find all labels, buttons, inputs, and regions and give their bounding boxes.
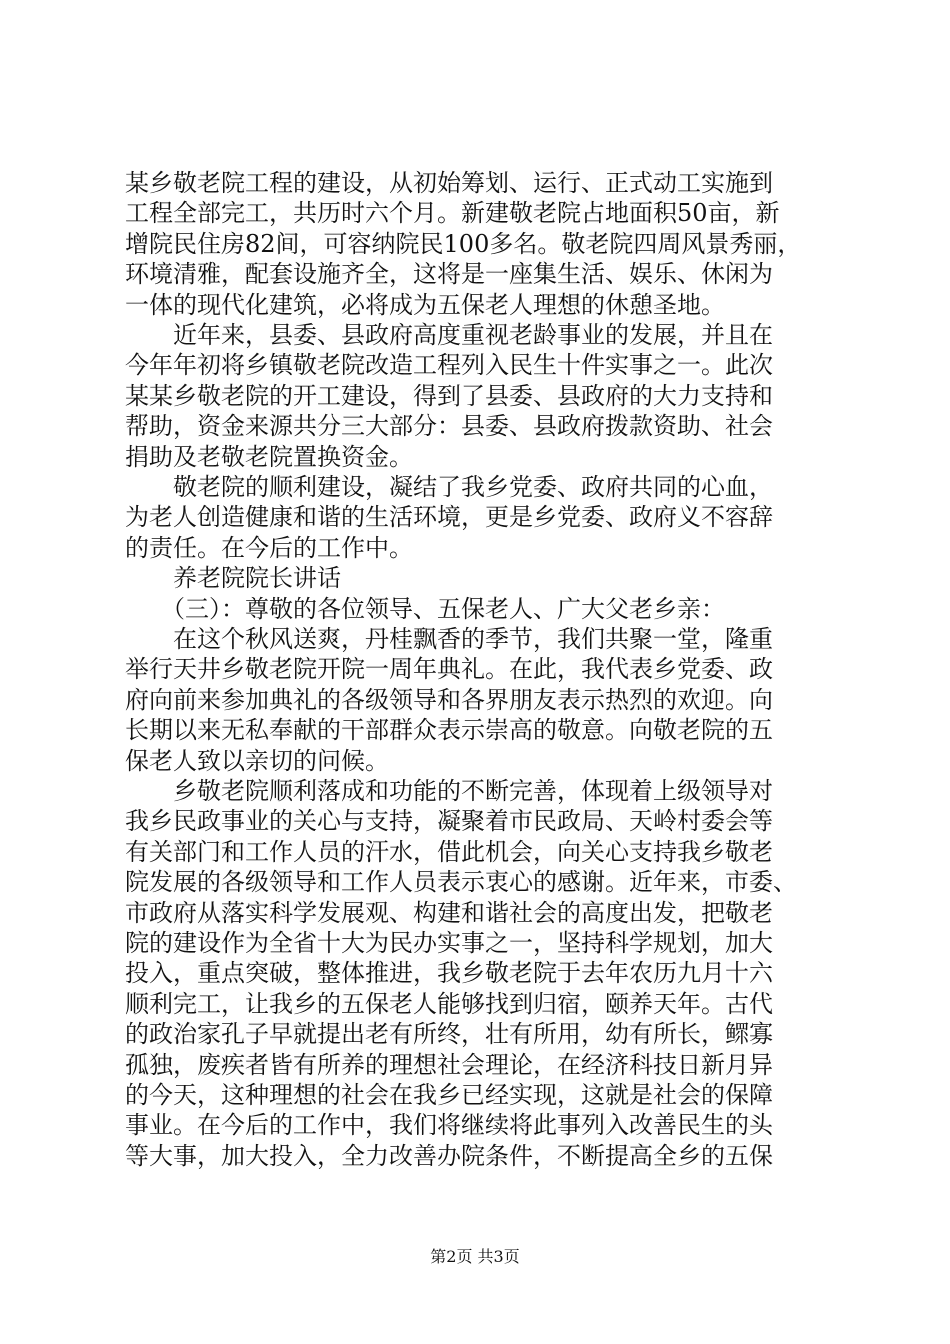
text-line: 工程全部完工，共历时六个月。新建敬老院占地面积50亩，新 bbox=[125, 199, 780, 227]
text-line: 为老人创造健康和谐的生活环境，更是乡党委、政府义不容辞 bbox=[125, 503, 773, 531]
text-line: 院的建设作为全省十大为民办实事之一，坚持科学规划，加大 bbox=[125, 929, 773, 957]
text-line: 的政治家孔子早就提出老有所终，壮有所用，幼有所长，鳏寡 bbox=[125, 1020, 773, 1048]
section-heading: 养老院院长讲话 bbox=[125, 564, 341, 592]
text-line: 有关部门和工作人员的汗水，借此机会，向关心支持我乡敬老 bbox=[125, 838, 773, 866]
text-line: 府向前来参加典礼的各级领导和各界朋友表示热烈的欢迎。向 bbox=[125, 686, 773, 714]
text-line: 长期以来无私奉献的干部群众表示崇高的敬意。向敬老院的五 bbox=[125, 716, 773, 744]
text-line: 增院民住房82间，可容纳院民100多名。敬老院四周风景秀丽， bbox=[125, 230, 802, 258]
text-line: 帮助，资金来源共分三大部分：县委、县政府拨款资助、社会 bbox=[125, 412, 773, 440]
text-line: 事业。在今后的工作中，我们将继续将此事列入改善民生的头 bbox=[125, 1111, 773, 1139]
text-line: 我乡民政事业的关心与支持，凝聚着市民政局、天岭村委会等 bbox=[125, 807, 773, 835]
text-line: 举行天井乡敬老院开院一周年典礼。在此，我代表乡党委、政 bbox=[125, 655, 773, 683]
text-line: 等大事，加大投入，全力改善办院条件，不断提高全乡的五保 bbox=[125, 1142, 773, 1170]
text-line: 某乡敬老院工程的建设，从初始筹划、运行、正式动工实施到 bbox=[125, 169, 773, 197]
text-line: 的责任。在今后的工作中。 bbox=[125, 534, 413, 562]
text-line: 市政府从落实科学发展观、构建和谐社会的高度出发，把敬老 bbox=[125, 899, 773, 927]
text-line: 的今天，这种理想的社会在我乡已经实现，这就是社会的保障 bbox=[125, 1081, 773, 1109]
page-footer: 第2页 共3页 bbox=[430, 1247, 520, 1266]
text-line: 某某乡敬老院的开工建设，得到了县委、县政府的大力支持和 bbox=[125, 382, 773, 410]
text-line: 一体的现代化建筑，必将成为五保老人理想的休憩圣地。 bbox=[125, 291, 725, 319]
text-line: 敬老院的顺利建设，凝结了我乡党委、政府共同的心血， bbox=[125, 473, 773, 501]
text-line: 投入，重点突破，整体推进，我乡敬老院于去年农历九月十六 bbox=[125, 959, 773, 987]
text-line: 在这个秋风送爽，丹桂飘香的季节，我们共聚一堂，隆重 bbox=[125, 625, 773, 653]
text-line: 环境清雅，配套设施齐全，这将是一座集生活、娱乐、休闲为 bbox=[125, 260, 773, 288]
text-line: 孤独，废疾者皆有所养的理想社会理论，在经济科技日新月异 bbox=[125, 1051, 773, 1079]
text-line: 捐助及老敬老院置换资金。 bbox=[125, 443, 413, 471]
text-line: 院发展的各级领导和工作人员表示衷心的感谢。近年来，市委、 bbox=[125, 868, 797, 896]
text-line: 今年年初将乡镇敬老院改造工程列入民生十件实事之一。此次 bbox=[125, 351, 773, 379]
text-line: 乡敬老院顺利落成和功能的不断完善，体现着上级领导对 bbox=[125, 777, 773, 805]
text-line: 保老人致以亲切的问候。 bbox=[125, 747, 389, 775]
salutation-line: （三）：尊敬的各位领导、五保老人、广大父老乡亲： bbox=[125, 595, 725, 623]
text-line: 近年来，县委、县政府高度重视老龄事业的发展，并且在 bbox=[125, 321, 773, 349]
text-line: 顺利完工，让我乡的五保老人能够找到归宿，颐养天年。古代 bbox=[125, 990, 773, 1018]
